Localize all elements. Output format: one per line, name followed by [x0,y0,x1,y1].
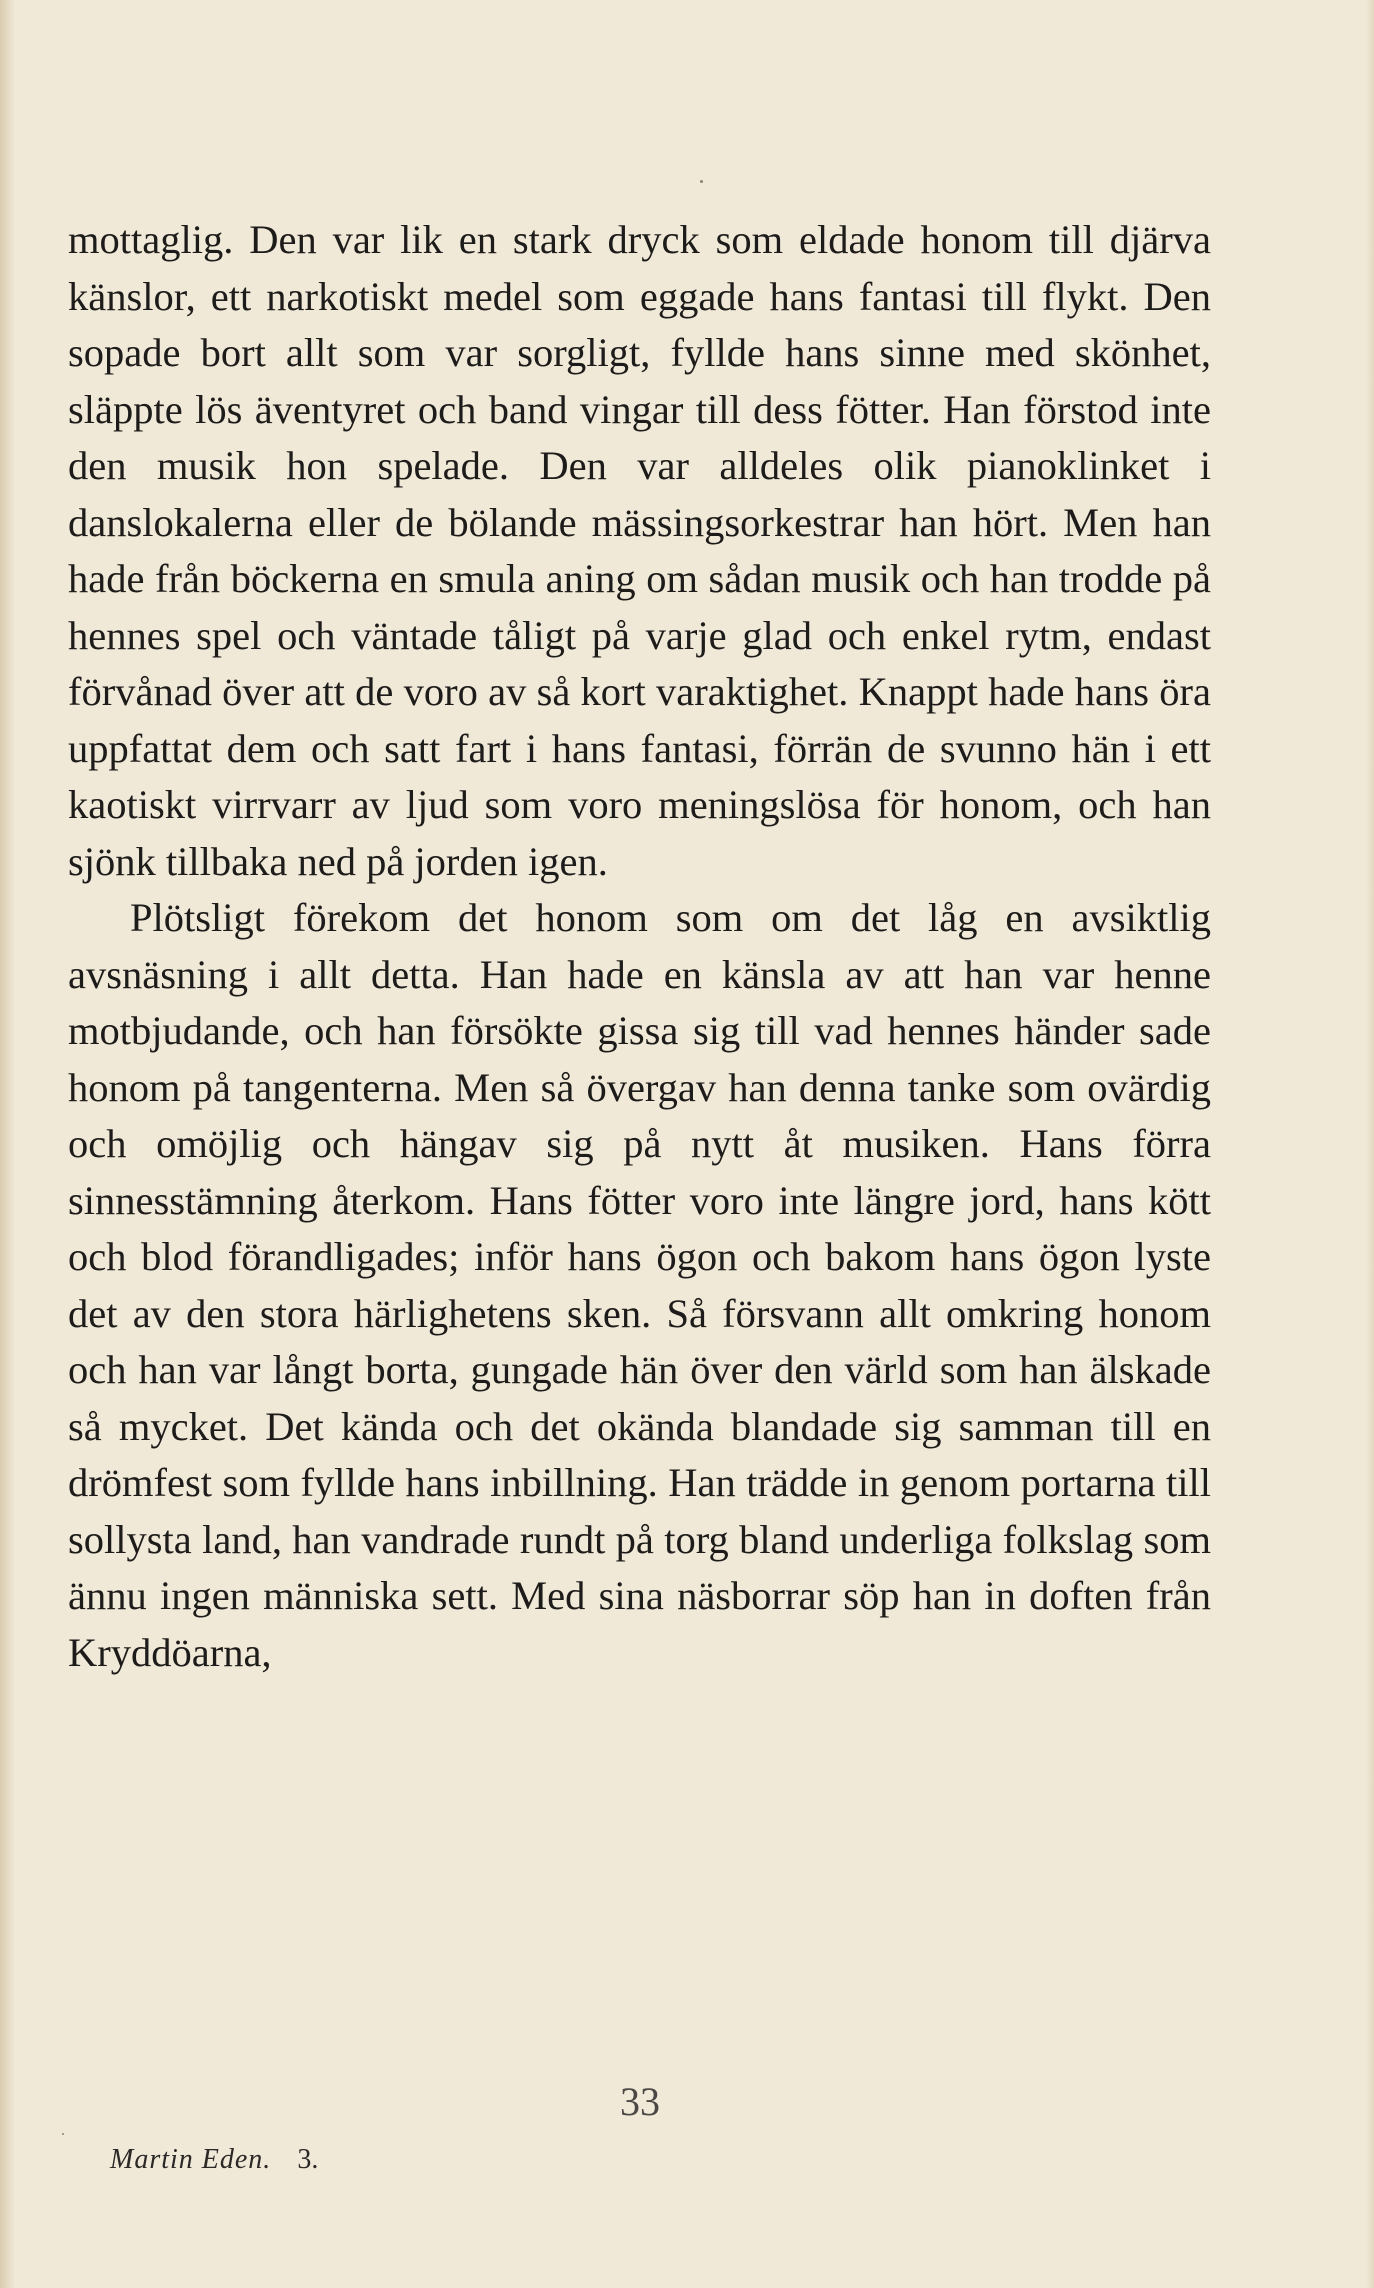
paragraph-2: Plötsligt förekom det honom som om det låg en avsiktlig avsnäsning i allt detta. Han hade en känsla av att han var henne motbjudande, och han försökte gissa sig till vad hennes händer sade honom på tangenterna. Men så övergav han denna tanke som ovärdig och omöjlig och hängav sig på nytt åt musiken. Hans förra sinnesstämning återkom. Hans fötter voro inte längre jord, hans kött och blod förandligades; inför hans ögon och bakom hans ögon lyste det av den stora härlighetens sken. Så försvann allt omkring honom och han var långt borta, gungade hän över den värld som han älskade så mycket. Det kända och det okända blandade sig samman till en drömfest som fyllde hans inbillning. Han trädde in genom portarna till sollysta land, han vandrade rundt på torg bland underliga folkslag som ännu ingen människa sett. Med sina näsborrar söp han in doften från Kryddöarna, [68,895,1211,1675]
page-edge [1366,0,1374,2288]
page-gutter-shadow [0,0,14,2288]
paragraph-1: mottaglig. Den var lik en stark dryck som eldade honom till djärva känslor, ett narkotiskt medel som eggade hans fantasi till flykt. Den sopade bort allt som var sorgligt, fyllde hans sinne med skönhet, släppte lös äventyret och band vingar till dess fötter. Han förstod inte den musik hon spelade. Den var alldeles olik pianoklinket i danslokalerna eller de bölande mässingsorkestrar han hört. Men han hade från böckerna en smula aning om sådan musik och han trodde på hennes spel och väntade tåligt på varje glad och enkel rytm, endast förvånad över att de voro av så kort varaktighet. Knappt hade hans öra uppfattat dem och satt fart i hans fantasi, förrän de svunno hän i ett kaotiskt virrvarr av ljud som voro meningslösa för honom, och han sjönk tillbaka ned på jorden igen. [68,217,1211,884]
signature-line [110,2144,318,2176]
paper-speck [700,180,703,183]
paper-speck [62,2133,64,2135]
signature-number: 3. [297,2144,319,2175]
body-text [68,212,1211,1681]
signature-title: Martin Eden. [110,2144,272,2175]
page-number: 33 [620,2079,660,2124]
